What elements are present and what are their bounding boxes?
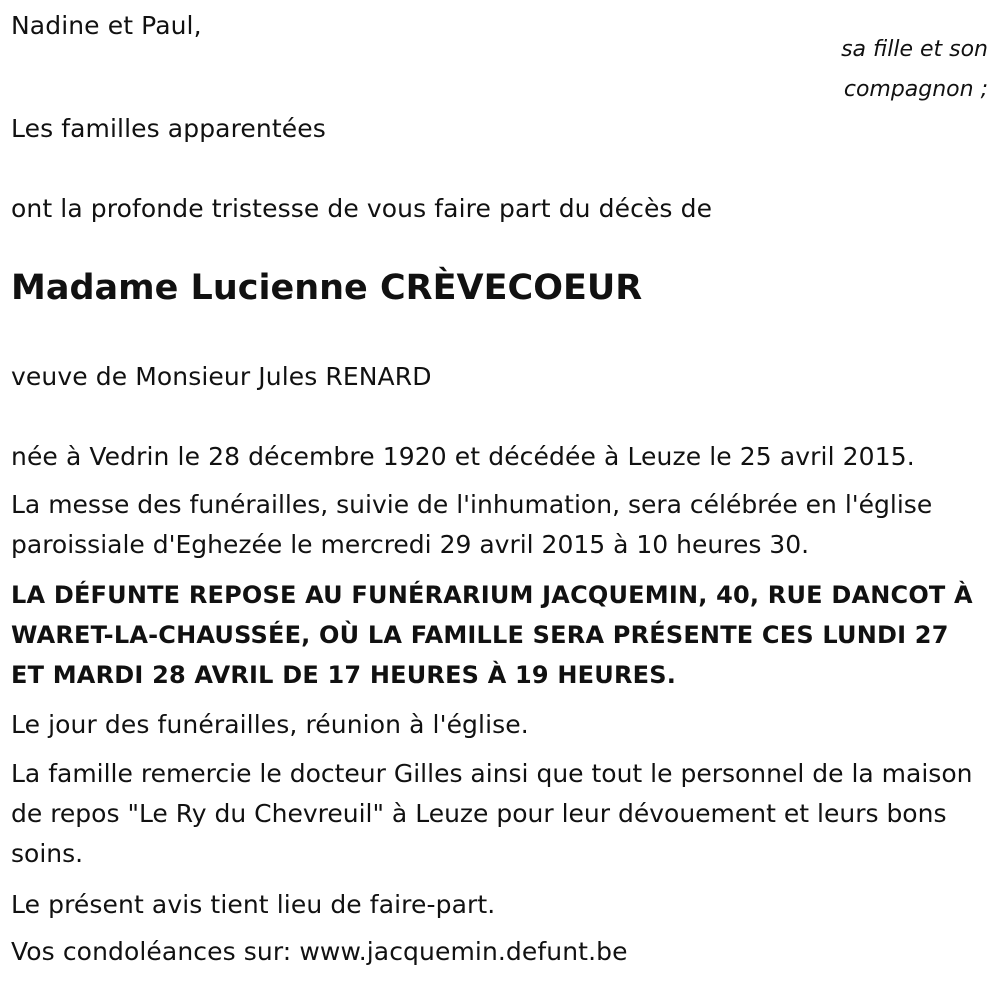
funeral-mass: La messe des funérailles, suivie de l'inhumation, sera célébrée en l'église paroissiale d'Eghezée le mercredi 29 avril 2015 à 10 heures 30.: [11, 490, 933, 559]
notice-text: Le présent avis tient lieu de faire-part.: [11, 890, 496, 919]
relation-line-2: compagnon ;: [843, 77, 988, 102]
announcement-text: ont la profonde tristesse de vous faire part du décès de: [11, 194, 713, 223]
widow-of: veuve de Monsieur Jules RENARD: [11, 362, 432, 391]
family-first-line: Nadine et Paul,: [11, 11, 202, 40]
funeral-meeting: Le jour des funérailles, réunion à l'église.: [11, 710, 529, 739]
condolences-link: Vos condoléances sur: www.jacquemin.defunt.be: [11, 937, 628, 966]
viewing-information: LA DÉFUNTE REPOSE AU FUNÉRARIUM JACQUEMIN, 40, RUE DANCOT À WARET-LA-CHAUSSÉE, OÙ LA FAMILLE SERA PRÉSENTE CES LUNDI 27 ET MARDI 28 AVRIL DE 17 HEURES À 19 HEURES.: [11, 581, 973, 689]
thanks-text: La famille remercie le docteur Gilles ainsi que tout le personnel de la maison de repos "Le Ry du Chevreuil" à Leuze pour leur dévouement et leurs bons soins.: [11, 759, 973, 868]
deceased-name: Madame Lucienne CRÈVECOEUR: [11, 268, 643, 308]
extended-family: Les familles apparentées: [11, 114, 326, 143]
birth-death-dates: née à Vedrin le 28 décembre 1920 et décédée à Leuze le 25 avril 2015.: [11, 442, 915, 471]
relation-line-1: sa fille et son: [841, 37, 988, 62]
